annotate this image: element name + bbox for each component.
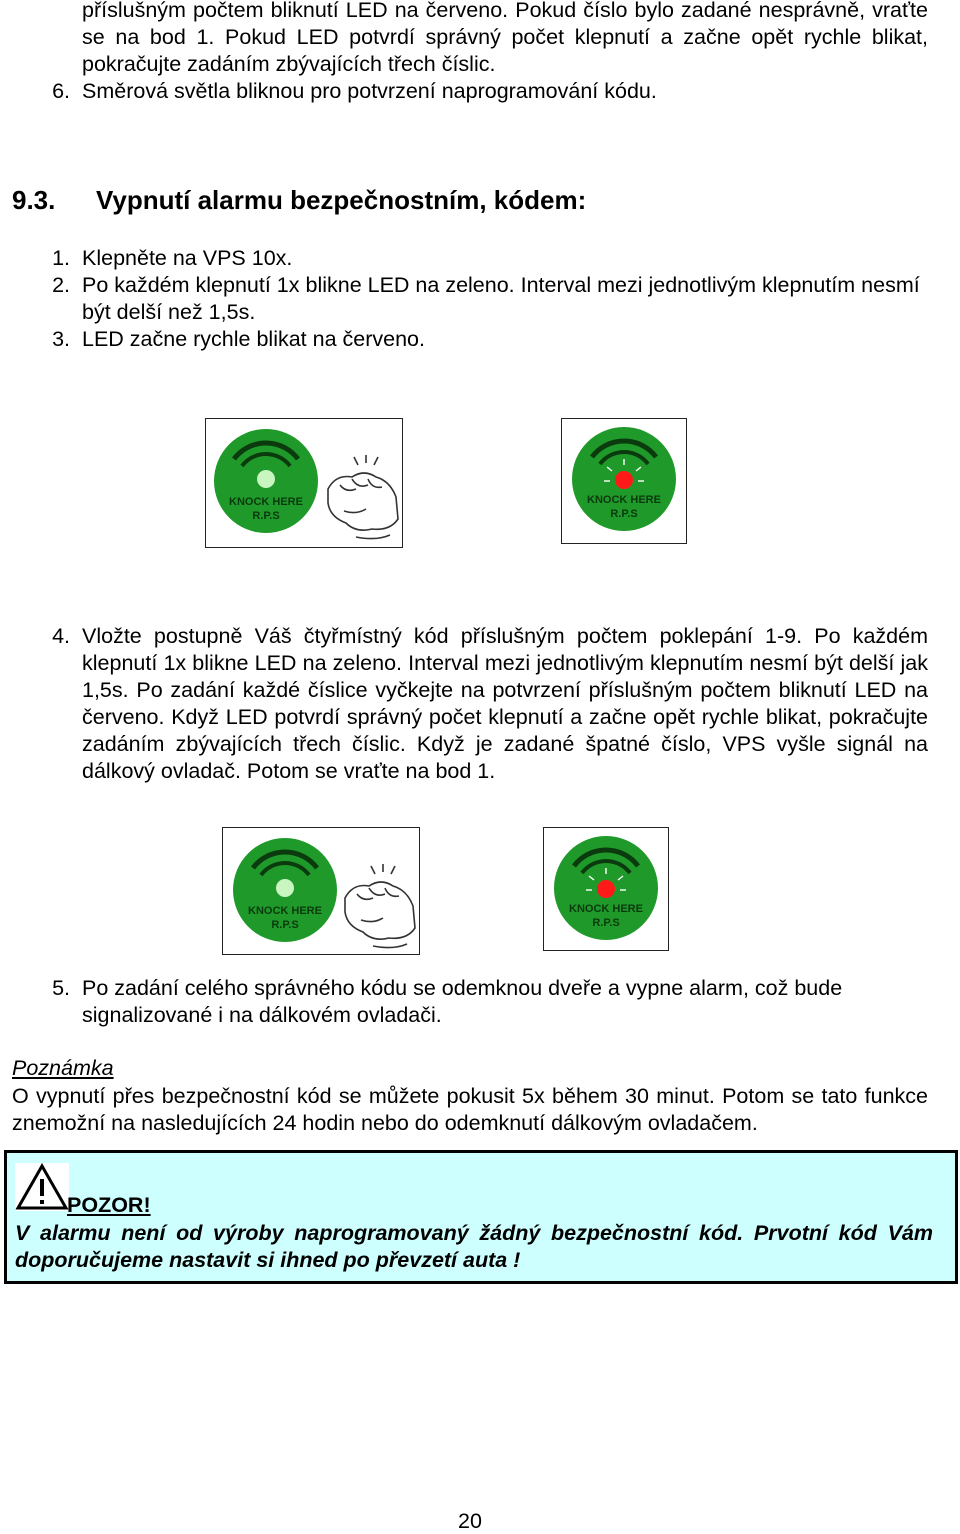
knock-sensor-green-with-hand-illustration [222, 827, 420, 955]
list-item-2 [0, 272, 928, 326]
knock-sensor-graphic [562, 419, 685, 542]
list-text: LED začne rychle blikat na červeno. [82, 327, 425, 351]
sensor-label: KNOCK HERE [587, 494, 661, 506]
warning-box [4, 1150, 958, 1284]
note-title: Poznámka [12, 1056, 114, 1080]
list-number: 6. [52, 79, 70, 103]
warning-title: POZOR! [67, 1193, 151, 1217]
continuation-paragraph: příslušným počtem bliknutí LED na červeno. Pokud číslo bylo zadané nesprávně, vraťte se na bod 1. Pokud LED potvrdí správný počet klepnutí a začne opět rychle blikat, pokračujte zadáním zbývajících třech číslic. [82, 0, 928, 76]
led-red-icon [597, 880, 615, 898]
section-heading [12, 185, 586, 216]
list-item-4 [0, 623, 928, 785]
sensor-label: KNOCK HERE [229, 496, 303, 508]
list-number: 1. [52, 246, 70, 270]
list-number: 2. [52, 273, 70, 297]
list-text: Po každém klepnutí 1x blikne LED na zeleno. Interval mezi jednotlivým klepnutím nesmí být delší než 1,5s. [82, 273, 920, 324]
list-item-1 [0, 245, 928, 272]
sensor-label: KNOCK HERE [248, 905, 322, 917]
section-title: Vypnutí alarmu bezpečnostním, kódem: [96, 185, 587, 215]
page-number: 20 [458, 1509, 482, 1533]
led-red-icon [615, 471, 633, 489]
hand-knocking-icon [345, 864, 415, 948]
led-green-icon [257, 470, 275, 488]
list-text: Vložte postupně Váš čtyřmístný kód příslušným počtem poklepání 1-9. Po každém klepnutí 1x blikne LED na zeleno. Interval mezi jednotlivým klepnutím nesmí být delší jak 1,5s. Po zadání každé číslice vyčkejte na potvrzení příslušným počtem bliknutí LED na červeno. Když LED potvrdí správný počet klepnutí a začne opět rychle blikat, pokračujte zadáním zbývajících třech číslic. Když je zadané špatné číslo, VPS vyšle signál na dálkový ovladač. Potom se vraťte na bod 1. [82, 624, 928, 783]
note-text: O vypnutí přes bezpečnostní kód se můžete pokusit 5x během 30 minut. Potom se tato funkce znemožní na nasledujících 24 hodin nebo do odemknutí dálkovým ovladačem. [12, 1084, 928, 1135]
continuation-text [0, 0, 928, 78]
list-text: Po zadání celého správného kódu se odemknou dveře a vypne alarm, což bude signalizované i na dálkovém ovladači. [82, 976, 843, 1027]
list-item-3 [0, 326, 928, 353]
sensor-sublabel: R.P.S [592, 917, 620, 929]
knock-sensor-graphic [223, 828, 418, 953]
list-text: Klepněte na VPS 10x. [82, 246, 293, 270]
hand-knocking-icon [328, 455, 398, 539]
knock-sensor-red-illustration [543, 827, 669, 951]
knock-sensor-red-illustration [561, 418, 687, 544]
list-item-6 [0, 78, 928, 105]
list-number: 3. [52, 327, 70, 351]
warning-triangle-icon [15, 1163, 69, 1211]
sensor-sublabel: R.P.S [610, 508, 638, 520]
sensor-label: KNOCK HERE [569, 903, 643, 915]
section-number: 9.3. [12, 185, 56, 215]
led-green-icon [276, 879, 294, 897]
list-text: Směrová světla bliknou pro potvrzení naprogramování kódu. [82, 79, 657, 103]
list-item-5 [0, 975, 928, 1029]
list-number: 5. [52, 976, 70, 1000]
warning-text: V alarmu není od výroby naprogramovaný žádný bezpečnostní kód. Prvotní kód Vám doporučujeme nastavit si ihned po převzetí auta ! [15, 1221, 933, 1272]
list-number: 4. [52, 624, 70, 648]
knock-sensor-green-with-hand-illustration [205, 418, 403, 548]
sensor-sublabel: R.P.S [252, 510, 280, 522]
knock-sensor-graphic [544, 828, 667, 949]
knock-sensor-graphic [206, 419, 401, 546]
sensor-sublabel: R.P.S [271, 919, 299, 931]
